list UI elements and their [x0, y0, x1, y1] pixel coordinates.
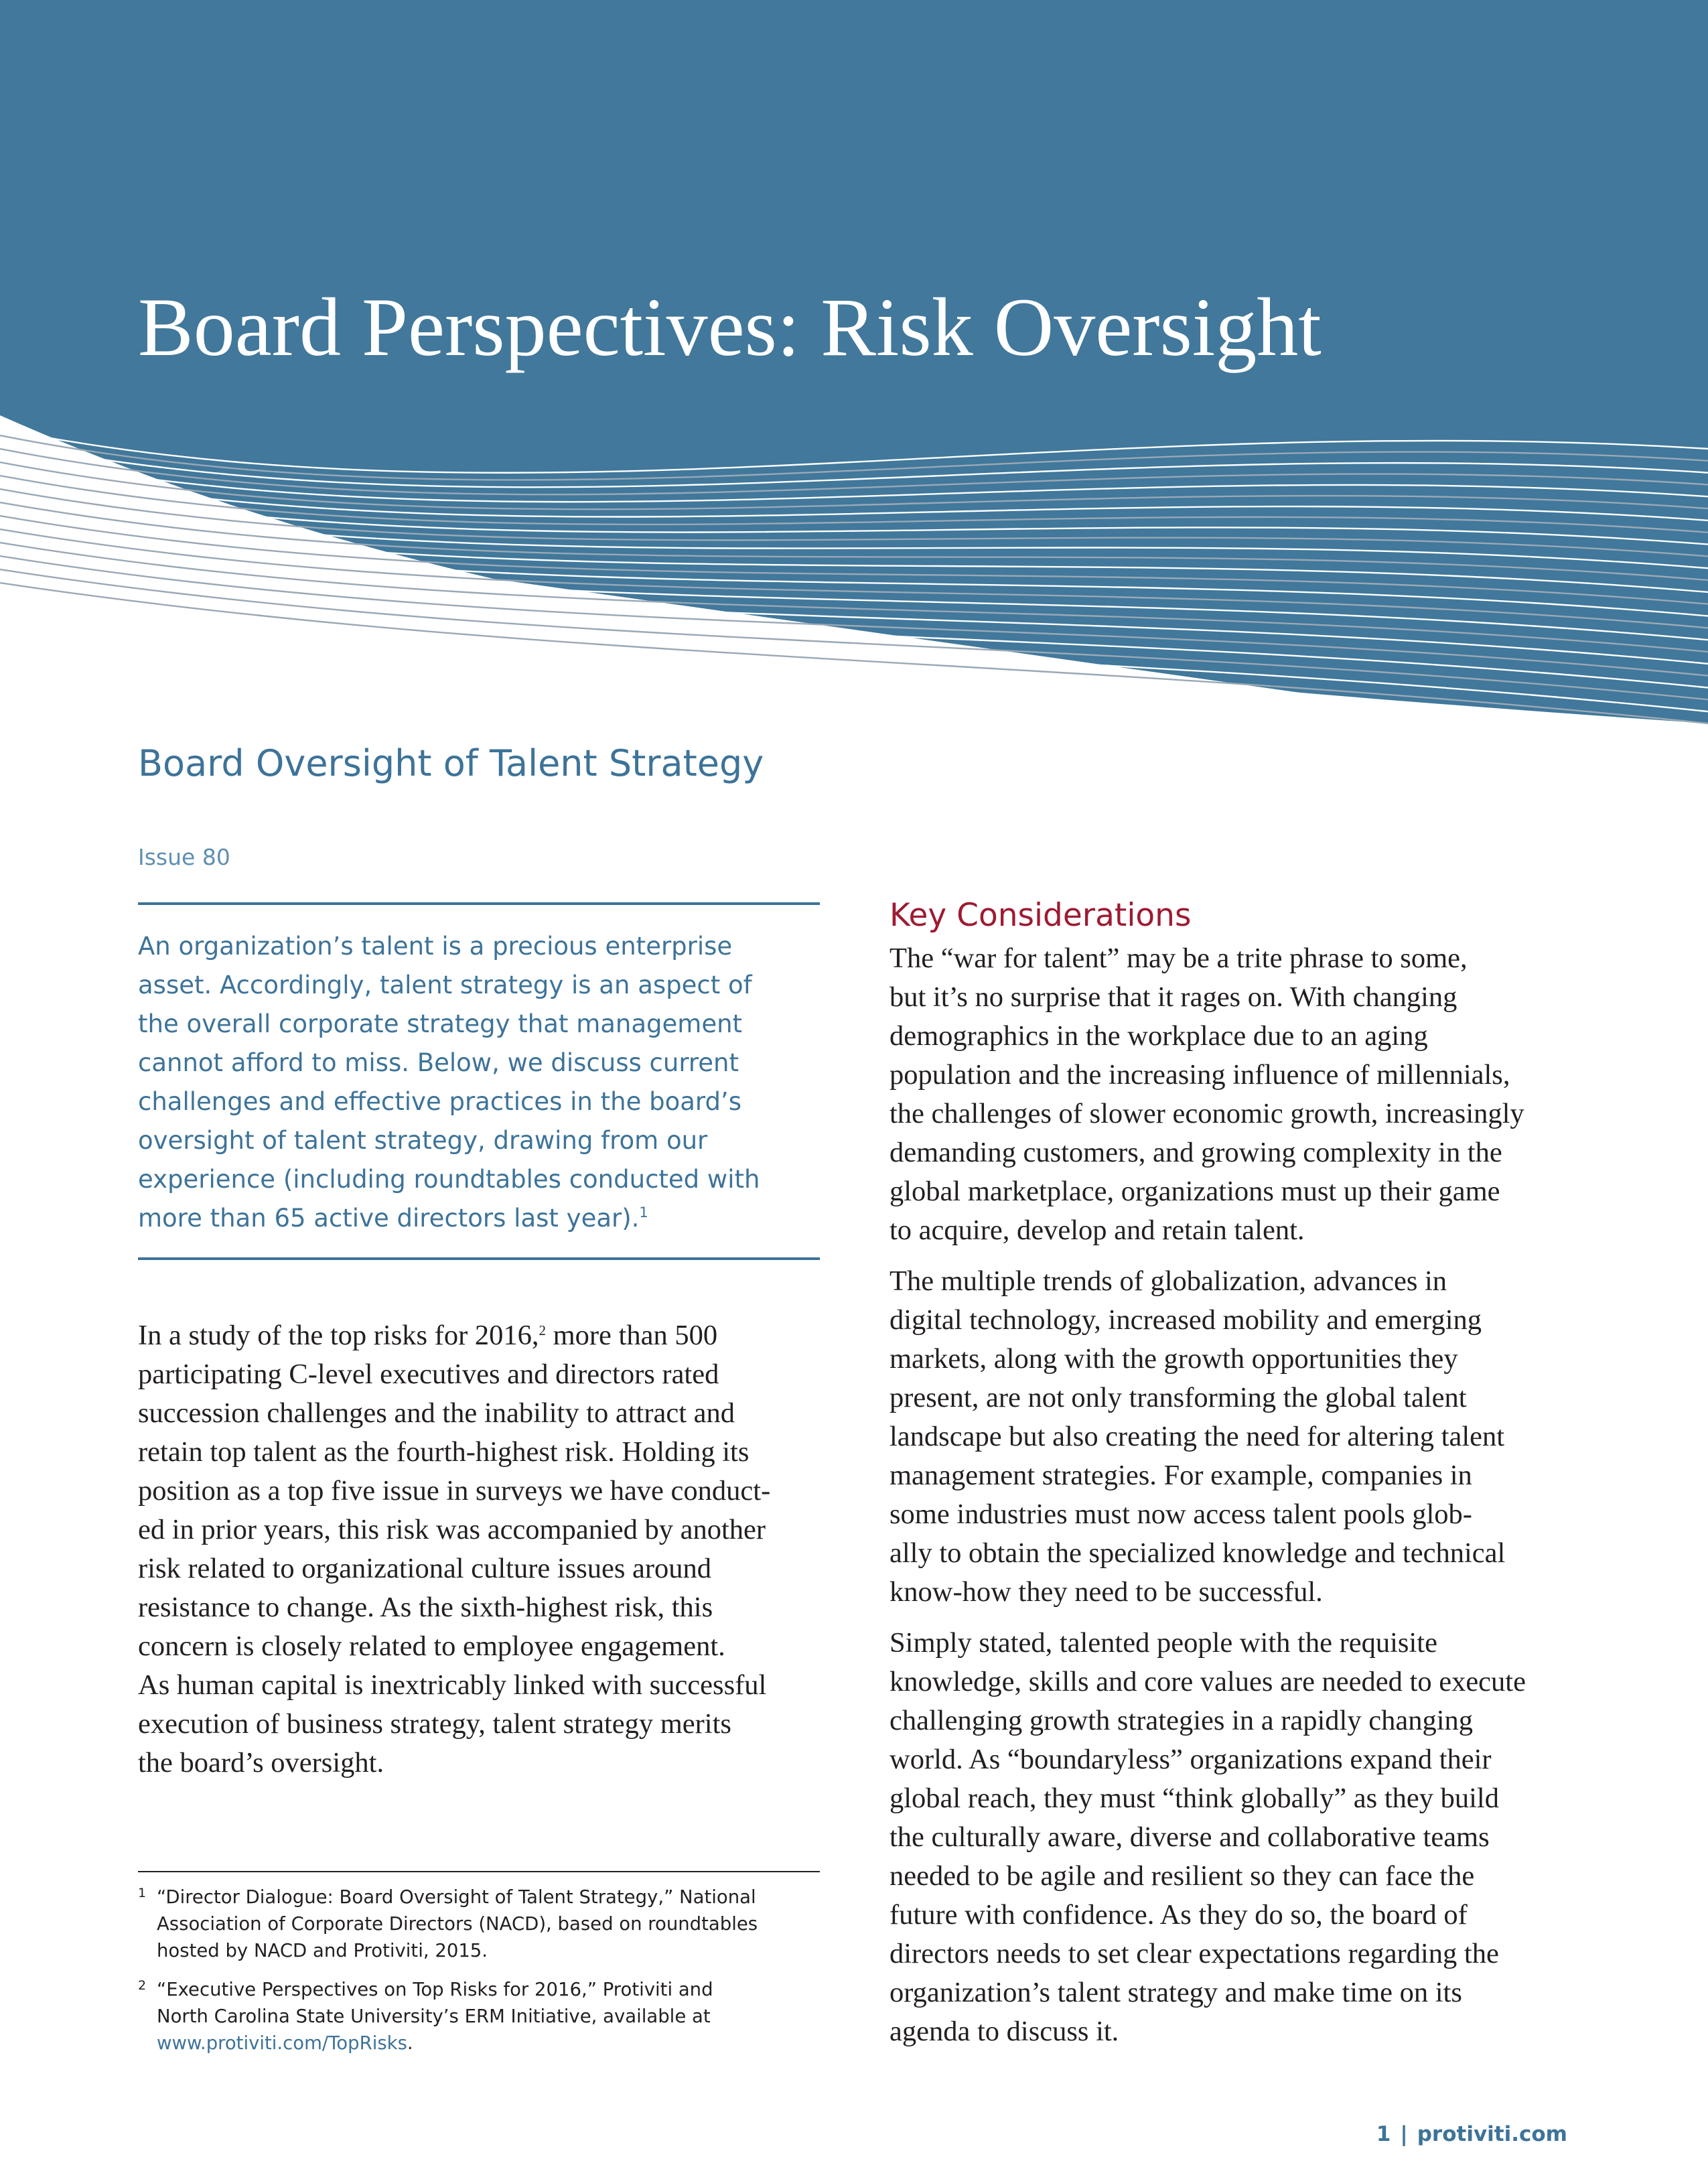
- paragraph: [889, 939, 1573, 1250]
- paragraph: [889, 1262, 1573, 1612]
- intro-line: more than 65 active directors last year).: [138, 1204, 640, 1233]
- body-line: resistance to change. As the sixth-highest risk, this: [138, 1592, 713, 1623]
- body-line: but it’s no surprise that it rages on. With changing: [889, 981, 1457, 1013]
- body-line: demographics in the workplace due to an aging: [889, 1020, 1428, 1052]
- body-line: retain top talent as the fourth-highest risk. Holding its: [138, 1436, 750, 1468]
- body-line: know-how they need to be successful.: [889, 1576, 1323, 1608]
- body-line: landscape but also creating the need for altering talent: [889, 1421, 1505, 1452]
- body-line: ed in prior years, this risk was accompanied by another: [138, 1514, 766, 1545]
- body-line: the challenges of slower economic growth, increasingly: [889, 1098, 1524, 1129]
- body-line: directors needs to set clear expectations regarding the: [889, 1938, 1499, 1969]
- footnote-ref-2[interactable]: 2: [539, 1322, 546, 1338]
- body-line: needed to be agile and resilient so they can face the: [889, 1860, 1475, 1892]
- body-line: position as a top five issue in surveys we have conduct-: [138, 1475, 771, 1507]
- body-line: succession challenges and the inability to attract and: [138, 1397, 735, 1429]
- body-line: concern is closely related to employee engagement.: [138, 1630, 725, 1662]
- body-line: present, are not only transforming the global talent: [889, 1382, 1467, 1413]
- intro-summary: [138, 927, 820, 1238]
- body-line: execution of business strategy, talent strategy merits: [138, 1708, 731, 1740]
- body-line: some industries must now access talent pools glob-: [889, 1499, 1472, 1530]
- body-line: ally to obtain the specialized knowledge and technical: [889, 1537, 1506, 1569]
- body-line: to acquire, develop and retain talent.: [889, 1214, 1305, 1246]
- body-line: The multiple trends of globalization, advances in: [889, 1265, 1447, 1297]
- body-line: organization’s talent strategy and make time on its: [889, 1977, 1462, 2008]
- footnote-number: 1: [138, 1886, 147, 1900]
- footnote-line: North Carolina State University’s ERM Initiative, available at: [157, 2006, 711, 2027]
- paragraph: [889, 1624, 1573, 2051]
- intro-line-last: [138, 1199, 820, 1238]
- left-body-paragraph: [138, 1316, 821, 1783]
- body-line: digital technology, increased mobility and emerging: [889, 1304, 1482, 1336]
- intro-bottom-rule: [138, 1257, 820, 1260]
- intro-top-rule: [138, 902, 820, 905]
- intro-line: challenges and effective practices in the board’s: [138, 1087, 741, 1116]
- footnotes: [138, 1884, 828, 2069]
- footnote-2: [138, 1976, 828, 2057]
- footnote-line: Association of Corporate Directors (NACD), based on roundtables: [157, 1913, 758, 1935]
- footer-separator: |: [1400, 2122, 1408, 2146]
- body-line: markets, along with the growth opportunities they: [889, 1343, 1458, 1375]
- body-line: global reach, they must “think globally” as they build: [889, 1783, 1499, 1814]
- body-line: the culturally aware, diverse and collaborative teams: [889, 1821, 1490, 1853]
- toprisks-link[interactable]: www.protiviti.com/TopRisks: [157, 2032, 407, 2054]
- key-considerations-heading: Key Considerations: [889, 897, 1192, 934]
- article-subtitle: Board Oversight of Talent Strategy: [138, 742, 764, 784]
- intro-line: asset. Accordingly, talent strategy is an aspect of: [138, 971, 752, 999]
- body-line: Simply stated, talented people with the requisite: [889, 1627, 1437, 1659]
- body-line: global marketplace, organizations must up their game: [889, 1176, 1500, 1207]
- body-line: future with confidence. As they do so, the board of: [889, 1899, 1468, 1931]
- body-line: knowledge, skills and core values are needed to execute: [889, 1666, 1526, 1697]
- intro-line: experience (including roundtables conducted with: [138, 1165, 760, 1194]
- footnote-1: [138, 1884, 828, 1964]
- body-line-first: In a study of the top risks for 2016,$^2$ more than 500: [138, 1320, 718, 1351]
- body-line: agenda to discuss it.: [889, 2016, 1119, 2047]
- body-line: world. As “boundaryless” organizations expand their: [889, 1744, 1492, 1775]
- body-line: demanding customers, and growing complexity in the: [889, 1137, 1502, 1168]
- intro-line: cannot afford to miss. Below, we discuss current: [138, 1048, 739, 1077]
- page-number: 1: [1376, 2122, 1391, 2146]
- footnote-line: hosted by NACD and Protiviti, 2015.: [157, 1940, 488, 1961]
- page-footer: [1376, 2119, 1567, 2149]
- footnote-line: “Executive Perspectives on Top Risks for 2016,” Protiviti and: [157, 1979, 713, 2000]
- body-line: management strategies. For example, companies in: [889, 1460, 1472, 1491]
- body-line: As human capital is inextricably linked with successful: [138, 1669, 767, 1701]
- body-line: population and the increasing influence of millennials,: [889, 1059, 1510, 1091]
- body-line: the board’s oversight.: [138, 1747, 384, 1779]
- footnote-line-link: www.protiviti.com/TopRisks.: [157, 2032, 413, 2054]
- issue-number: Issue 80: [138, 844, 230, 870]
- footnote-line: “Director Dialogue: Board Oversight of Talent Strategy,” National: [157, 1886, 756, 1908]
- body-line: The “war for talent” may be a trite phrase to some,: [889, 943, 1468, 974]
- footnote-separator: [138, 1871, 820, 1872]
- footnote-number: 2: [138, 1978, 147, 1993]
- page-title: Board Perspectives: Risk Oversight: [138, 281, 1322, 373]
- key-considerations-body: [889, 939, 1573, 2063]
- body-line: risk related to organizational culture issues around: [138, 1553, 712, 1584]
- body-line: challenging growth strategies in a rapidly changing: [889, 1705, 1474, 1736]
- footer-site-link[interactable]: protiviti.com: [1417, 2122, 1567, 2146]
- intro-line: An organization’s talent is a precious enterprise: [138, 932, 733, 961]
- intro-line: oversight of talent strategy, drawing from our: [138, 1126, 708, 1155]
- footnote-ref-1[interactable]: 1: [639, 1204, 648, 1221]
- body-line: participating C-level executives and directors rated: [138, 1359, 719, 1390]
- intro-line: the overall corporate strategy that management: [138, 1009, 743, 1038]
